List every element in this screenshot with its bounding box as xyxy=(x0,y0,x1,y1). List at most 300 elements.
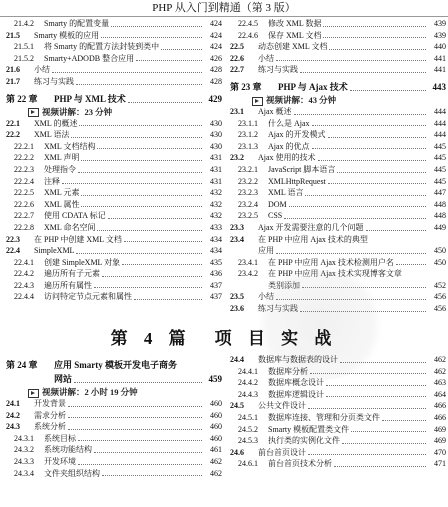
page-number: 448 xyxy=(434,211,446,221)
dot-leader xyxy=(350,90,426,91)
page-number: 441 xyxy=(434,65,446,75)
part-title: 第 4 篇 项 目 实 战 xyxy=(110,329,338,348)
page-number: 462 xyxy=(434,355,446,364)
chapter-number: 第 24 章 xyxy=(6,360,38,370)
section-number: 22.2.8 xyxy=(14,222,34,232)
dot-leader xyxy=(108,218,202,219)
section-number: 21.5 xyxy=(6,30,20,40)
section-title: 应用 xyxy=(258,246,274,256)
toc-entry xyxy=(6,421,222,433)
chapter-title: 网站 xyxy=(54,374,73,384)
toc-entry xyxy=(6,456,222,468)
page-number: 433 xyxy=(210,222,222,232)
toc-entry xyxy=(230,199,446,211)
section-title: 需求分析 xyxy=(34,410,66,420)
page-number: 464 xyxy=(434,389,446,399)
section-title: 公共文件设计 xyxy=(258,401,306,411)
page-number: 434 xyxy=(210,234,222,244)
page-number: 428 xyxy=(210,76,222,86)
toc-entry xyxy=(6,291,222,303)
dot-leader xyxy=(323,37,426,38)
page-number: 466 xyxy=(434,412,446,422)
toc-entry xyxy=(6,268,222,280)
section-title: 保存 XML 文档 xyxy=(268,30,322,40)
section-number: 24.5.1 xyxy=(238,412,258,422)
toc-entry xyxy=(230,234,446,246)
toc-entry xyxy=(6,398,222,410)
section-title: 使用 CDATA 标记 xyxy=(44,211,106,221)
chapter-number: 第 22 章 xyxy=(6,93,38,104)
section-title: 将 Smarty 的配置方法封装到类中 xyxy=(44,42,160,52)
section-number: 22.4.3 xyxy=(14,280,34,290)
toc-entry xyxy=(6,152,222,164)
section-number: 24.4.1 xyxy=(238,366,258,376)
toc-bottom-left-column xyxy=(6,354,222,479)
dot-leader xyxy=(78,440,202,441)
section-title: JavaScript 脚本语言 xyxy=(268,164,336,174)
page-number: 460 xyxy=(210,410,222,420)
section-title: 数据库与数据表的设计 xyxy=(258,355,338,364)
dot-leader xyxy=(128,102,202,103)
toc-entry xyxy=(230,447,446,459)
page-number: 452 xyxy=(434,280,446,290)
page-number: 439 xyxy=(434,19,446,28)
dot-leader xyxy=(74,382,202,383)
section-number: 23.1.1 xyxy=(238,118,258,128)
section-title: XML 元素 xyxy=(44,188,80,198)
section-title: 执行类的实例化文件 xyxy=(268,436,340,446)
dot-leader xyxy=(78,464,202,465)
section-title: Smarty+ADODB 整合应用 xyxy=(44,53,135,63)
toc-entry xyxy=(6,118,222,130)
section-number: 24.3 xyxy=(6,422,20,432)
dot-leader xyxy=(326,396,426,397)
toc-entry xyxy=(6,234,222,246)
section-number: 23.4.2 xyxy=(238,269,258,279)
toc-entry xyxy=(230,53,446,65)
section-title: 在 PHP 中应用 Ajax 技术的典型 xyxy=(258,234,368,244)
dot-leader xyxy=(334,466,426,467)
toc-entry xyxy=(6,41,222,53)
page-number: 440 xyxy=(434,42,446,52)
section-title: XMLHttpRequest xyxy=(268,176,326,186)
toc-entry xyxy=(230,268,446,280)
dot-leader xyxy=(300,311,426,312)
section-title: 遍历所有子元素 xyxy=(44,269,100,279)
section-title: Smarty 模板配置类文件 xyxy=(268,424,350,434)
toc-entry xyxy=(6,257,222,269)
page-number: 432 xyxy=(210,199,222,209)
dot-leader xyxy=(102,276,202,277)
toc-entry xyxy=(6,280,222,292)
toc-left-column xyxy=(6,18,222,303)
video-label: 视频讲解：2 小时 19 分钟 xyxy=(42,387,138,397)
dot-leader xyxy=(76,84,202,85)
section-title: XML 属性 xyxy=(44,199,80,209)
toc-entry xyxy=(230,164,446,176)
page-number: 436 xyxy=(210,269,222,279)
toc-entry xyxy=(230,176,446,188)
page-number: 450 xyxy=(434,246,446,256)
toc-entry xyxy=(230,210,446,222)
dot-leader xyxy=(310,373,426,374)
section-title: 数据库逻辑设计 xyxy=(268,389,324,399)
video-label: 视频讲解：23 分钟 xyxy=(42,106,113,117)
dot-leader xyxy=(302,287,426,288)
page-number: 434 xyxy=(210,246,222,256)
section-title: XML 声明 xyxy=(44,153,80,163)
toc-right-column xyxy=(230,18,446,315)
toc-entry xyxy=(6,64,222,76)
toc-entry xyxy=(6,444,222,456)
section-number: 23.2.3 xyxy=(238,188,258,198)
section-number: 22.5 xyxy=(230,42,244,52)
page-number: 460 xyxy=(210,399,222,408)
section-number: 22.1 xyxy=(6,118,20,128)
section-title: 练习与实践 xyxy=(258,304,298,314)
toc-entry xyxy=(230,366,446,378)
dot-leader xyxy=(318,160,426,161)
section-title: 前台首页设计 xyxy=(258,447,306,457)
section-title: 练习与实践 xyxy=(34,76,74,86)
chapter-title: 应用 Smarty 模板开发电子商务 xyxy=(54,360,177,370)
section-number: 24.1 xyxy=(6,399,20,408)
video-icon xyxy=(252,97,263,106)
toc-entry xyxy=(6,210,222,222)
section-title: Ajax 的开发模式 xyxy=(268,130,326,140)
page-number: 432 xyxy=(210,211,222,221)
section-number: 22.2 xyxy=(6,130,20,140)
dot-leader xyxy=(68,406,202,407)
section-number: 24.4 xyxy=(230,355,244,364)
section-number: 24.4.2 xyxy=(238,378,258,388)
toc-entry xyxy=(230,400,446,412)
video-icon xyxy=(28,389,39,398)
page-number: 462 xyxy=(434,366,446,376)
section-title: 开发背景 xyxy=(34,399,66,408)
section-title: 系统分析 xyxy=(34,422,66,432)
section-title: 创建 SimpleXML 对象 xyxy=(44,257,121,267)
toc-entry xyxy=(6,18,222,30)
toc-entry xyxy=(230,141,446,153)
section-title: Smarty 模板的应用 xyxy=(34,30,100,40)
section-title: 开发环境 xyxy=(44,456,76,466)
page-number: 431 xyxy=(210,164,222,174)
dot-leader xyxy=(97,230,202,231)
toc-entry xyxy=(230,152,446,164)
dot-leader xyxy=(300,72,426,73)
section-title: SimpleXML xyxy=(34,246,75,256)
page-number: 435 xyxy=(210,257,222,267)
page-number: 460 xyxy=(210,422,222,432)
toc-chapter-heading xyxy=(230,80,446,94)
page-number: 459 xyxy=(208,374,222,384)
dot-leader xyxy=(366,230,426,231)
dot-leader xyxy=(76,253,202,254)
section-title: 数据库分析 xyxy=(268,366,308,376)
section-title: 在 PHP 中创建 XML 文档 xyxy=(34,234,122,244)
toc-entry xyxy=(230,291,446,303)
toc-entry xyxy=(230,257,446,269)
dot-leader xyxy=(305,195,426,196)
section-title: 文件夹组织结构 xyxy=(44,468,100,478)
video-duration xyxy=(6,386,222,398)
toc-entry xyxy=(230,435,446,447)
page-number: 469 xyxy=(434,424,446,434)
section-title: 访问特定节点元素和属性 xyxy=(44,292,132,302)
page-number: 437 xyxy=(210,292,222,302)
page-number: 428 xyxy=(210,65,222,75)
section-number: 22.2.6 xyxy=(14,199,34,209)
toc-entry xyxy=(230,424,446,436)
section-title: 遍历所有属性 xyxy=(44,280,92,290)
toc-entry xyxy=(230,18,446,30)
section-title: XML 语言 xyxy=(268,188,304,198)
page-number: 445 xyxy=(434,164,446,174)
section-number: 24.3.1 xyxy=(14,433,34,443)
section-number: 22.2.1 xyxy=(14,141,34,151)
section-title: XML 的概述 xyxy=(34,118,78,128)
toc-entry xyxy=(230,41,446,53)
dot-leader xyxy=(396,264,426,265)
page-number: 426 xyxy=(210,53,222,63)
section-number: 22.2.7 xyxy=(14,211,34,221)
section-number: 21.6 xyxy=(6,65,20,75)
dot-leader xyxy=(111,26,202,27)
toc-entry xyxy=(6,199,222,211)
section-title: 类别添加 xyxy=(268,280,300,290)
section-number: 23.3 xyxy=(230,222,244,232)
chapter-title: PHP 与 Ajax 技术 xyxy=(278,81,348,92)
toc-entry xyxy=(6,53,222,65)
dot-leader xyxy=(94,287,202,288)
section-number: 24.4.3 xyxy=(238,389,258,399)
page-number: 424 xyxy=(210,19,222,28)
toc-entry xyxy=(6,30,222,42)
page-number: 462 xyxy=(210,456,222,466)
toc-entry xyxy=(230,389,446,401)
video-duration xyxy=(230,94,446,106)
section-number: 23.4 xyxy=(230,234,244,244)
toc-chapter-heading xyxy=(6,372,222,386)
dot-leader xyxy=(308,454,426,455)
section-title: Ajax 的优点 xyxy=(268,141,310,151)
page-number: 430 xyxy=(210,141,222,151)
page-number: 445 xyxy=(434,141,446,151)
toc-entry xyxy=(6,222,222,234)
toc-entry xyxy=(230,64,446,76)
dot-leader xyxy=(122,264,202,265)
toc-entry xyxy=(230,303,446,315)
page-number: 430 xyxy=(210,118,222,128)
page-number: 445 xyxy=(434,176,446,186)
dot-leader xyxy=(308,408,426,409)
section-number: 21.7 xyxy=(6,76,20,86)
section-number: 24.3.2 xyxy=(14,445,34,455)
section-title: CSS xyxy=(268,211,283,221)
section-number: 21.5.2 xyxy=(14,53,34,63)
dot-leader xyxy=(136,60,202,61)
section-number: 23.4.1 xyxy=(238,257,258,267)
section-number: 23.6 xyxy=(230,304,244,314)
dot-leader xyxy=(340,362,426,363)
section-number: 21.5.1 xyxy=(14,42,34,52)
toc-entry xyxy=(6,245,222,257)
dot-leader xyxy=(276,60,426,61)
dot-leader xyxy=(328,137,426,138)
dot-leader xyxy=(79,125,202,126)
section-title: 修改 XML 数据 xyxy=(268,19,322,28)
page-number: 429 xyxy=(208,93,222,104)
page-number: 469 xyxy=(434,436,446,446)
page-number: 462 xyxy=(210,468,222,478)
toc-entry xyxy=(230,458,446,470)
toc-entry xyxy=(6,433,222,445)
toc-entry xyxy=(230,354,446,366)
section-number: 21.4.2 xyxy=(14,19,34,28)
dot-leader xyxy=(326,385,426,386)
page-number: 424 xyxy=(210,30,222,40)
toc-entry xyxy=(230,118,446,130)
section-number: 23.5 xyxy=(230,292,244,302)
section-number: 22.2.3 xyxy=(14,164,34,174)
section-title: 注释 xyxy=(44,176,60,186)
page-number: 430 xyxy=(210,130,222,140)
page-number: 437 xyxy=(210,280,222,290)
section-title: 小结 xyxy=(34,65,50,75)
section-title: 在 PHP 中应用 Ajax 技术实现博客文章 xyxy=(268,269,402,279)
dot-leader xyxy=(342,443,426,444)
page-number: 463 xyxy=(434,378,446,388)
section-title: 处理指令 xyxy=(44,164,76,174)
dot-leader xyxy=(62,183,202,184)
toc-entry xyxy=(6,76,222,88)
section-title: 小结 xyxy=(258,53,274,63)
toc-entry xyxy=(230,280,446,292)
section-title: XML 命名空间 xyxy=(44,222,96,232)
page-number: 424 xyxy=(210,42,222,52)
dot-leader xyxy=(161,49,202,50)
section-number: 23.2.2 xyxy=(238,176,258,186)
dot-leader xyxy=(68,429,202,430)
section-number: 22.2.5 xyxy=(14,188,34,198)
page-number: 449 xyxy=(434,222,446,232)
dot-leader xyxy=(81,206,202,207)
toc-entry xyxy=(230,412,446,424)
dot-leader xyxy=(294,114,426,115)
section-title: 前台首页技术分析 xyxy=(268,459,332,469)
section-title: 系统功能结构 xyxy=(44,445,92,455)
section-number: 23.1.3 xyxy=(238,141,258,151)
section-number: 23.2.1 xyxy=(238,164,258,174)
toc-entry xyxy=(6,410,222,422)
toc-entry xyxy=(6,129,222,141)
dot-leader xyxy=(284,218,426,219)
dot-leader xyxy=(289,206,426,207)
section-number: 22.4.4 xyxy=(14,292,34,302)
page-number: 460 xyxy=(210,433,222,443)
dot-leader xyxy=(328,183,426,184)
toc-chapter-heading xyxy=(6,92,222,106)
toc-entry xyxy=(230,129,446,141)
section-number: 23.1.2 xyxy=(238,130,258,140)
toc-bottom-right-column xyxy=(230,354,446,470)
page-number: 444 xyxy=(434,130,446,140)
section-number: 22.2.2 xyxy=(14,153,34,163)
section-number: 24.6 xyxy=(230,447,244,457)
dot-leader xyxy=(382,420,426,421)
section-number: 23.2 xyxy=(230,153,244,163)
page-number: 448 xyxy=(434,199,446,209)
dot-leader xyxy=(102,475,202,476)
section-number: 22.2.4 xyxy=(14,176,34,186)
video-icon xyxy=(28,108,39,117)
page-number: 470 xyxy=(434,447,446,457)
dot-leader xyxy=(78,172,202,173)
dot-leader xyxy=(81,195,202,196)
section-number: 22.4 xyxy=(6,246,20,256)
section-title: 什么是 Ajax xyxy=(268,118,310,128)
section-title: 动态创建 XML 文档 xyxy=(258,42,328,52)
section-number: 24.5.3 xyxy=(238,436,258,446)
dot-leader xyxy=(323,26,426,27)
page-number: 447 xyxy=(434,188,446,198)
page-number: 445 xyxy=(434,153,446,163)
toc-entry xyxy=(6,164,222,176)
page-number: 466 xyxy=(434,401,446,411)
section-title: Ajax 使用的技术 xyxy=(258,153,316,163)
chapter-title: PHP 与 XML 技术 xyxy=(54,93,126,104)
section-title: 小结 xyxy=(258,292,274,302)
toc-entry xyxy=(230,377,446,389)
page-number: 431 xyxy=(210,153,222,163)
toc-entry xyxy=(6,141,222,153)
dot-leader xyxy=(312,148,426,149)
section-number: 24.3.4 xyxy=(14,468,34,478)
section-number: 22.4.2 xyxy=(14,269,34,279)
dot-leader xyxy=(134,299,202,300)
toc-entry xyxy=(230,30,446,42)
dot-leader xyxy=(71,137,202,138)
section-number: 22.7 xyxy=(230,65,244,75)
dot-leader xyxy=(312,125,426,126)
dot-leader xyxy=(124,241,202,242)
section-title: XML 语法 xyxy=(34,130,70,140)
section-title: 数据库连接、管理和分页类文件 xyxy=(268,412,380,422)
dot-leader xyxy=(94,452,202,453)
page-number: 431 xyxy=(210,176,222,186)
section-title: 数据库概念设计 xyxy=(268,378,324,388)
dot-leader xyxy=(52,72,202,73)
page-number: 461 xyxy=(210,445,222,455)
section-number: 24.5.2 xyxy=(238,424,258,434)
page-number: 471 xyxy=(434,459,446,469)
dot-leader xyxy=(329,49,426,50)
page-number: 450 xyxy=(434,257,446,267)
section-title: 练习与实践 xyxy=(258,65,298,75)
page-number: 439 xyxy=(434,30,446,40)
page-number: 444 xyxy=(434,106,446,116)
toc-entry xyxy=(230,106,446,118)
section-number: 24.6.1 xyxy=(238,459,258,469)
dot-leader xyxy=(276,299,426,300)
toc-entry xyxy=(230,222,446,234)
section-number: 24.3.3 xyxy=(14,456,34,466)
page-header: PHP 从入门到精通（第 3 版） xyxy=(0,0,448,17)
section-number: 22.3 xyxy=(6,234,20,244)
page-number: 441 xyxy=(434,53,446,63)
section-number: 22.6 xyxy=(230,53,244,63)
